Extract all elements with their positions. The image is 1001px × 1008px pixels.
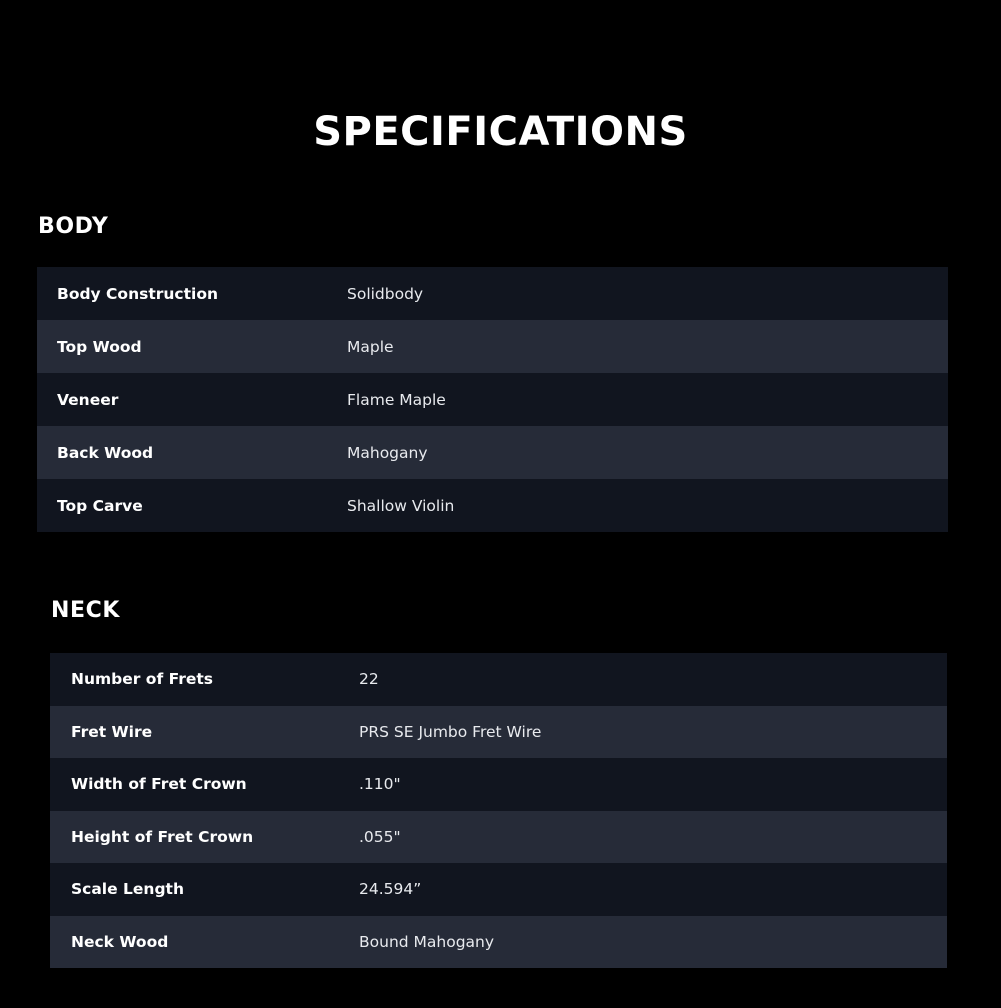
specs-table-neck [50,653,947,968]
table-row [37,320,948,373]
section-heading-body: BODY [38,214,109,239]
spec-label: Fret Wire [71,722,153,741]
spec-value: Shallow Violin [347,496,455,515]
spec-label: Neck Wood [71,932,169,951]
spec-label: Height of Fret Crown [71,827,254,846]
spec-label: Number of Frets [71,670,213,689]
spec-label: Body Construction [57,284,219,303]
table-row [50,706,947,759]
spec-value: 24.594” [359,880,422,899]
spec-value: 22 [359,670,379,689]
section-body [0,214,1001,532]
table-row [37,267,948,320]
spec-value: .055" [359,827,401,846]
section-neck [0,598,1001,968]
spec-label: Top Wood [57,337,142,356]
spec-label: Back Wood [57,443,154,462]
spec-value: Mahogany [347,443,428,462]
table-row [37,479,948,532]
spec-value: Flame Maple [347,390,446,409]
spec-label: Veneer [57,390,119,409]
section-heading-neck: NECK [51,598,121,623]
spec-value: Maple [347,337,394,356]
spec-label: Scale Length [71,880,184,899]
table-row [37,373,948,426]
table-row [50,863,947,916]
table-row [50,916,947,969]
spec-value: PRS SE Jumbo Fret Wire [359,722,542,741]
table-row [37,426,948,479]
table-row [50,653,947,706]
table-row [50,758,947,811]
spec-value: .110" [359,775,401,794]
spec-value: Bound Mahogany [359,932,495,951]
specs-table-body [37,267,948,532]
page-title: SPECIFICATIONS [313,109,688,155]
spec-label: Width of Fret Crown [71,775,247,794]
table-row [50,811,947,864]
spec-value: Solidbody [347,284,424,303]
spec-label: Top Carve [57,496,143,515]
